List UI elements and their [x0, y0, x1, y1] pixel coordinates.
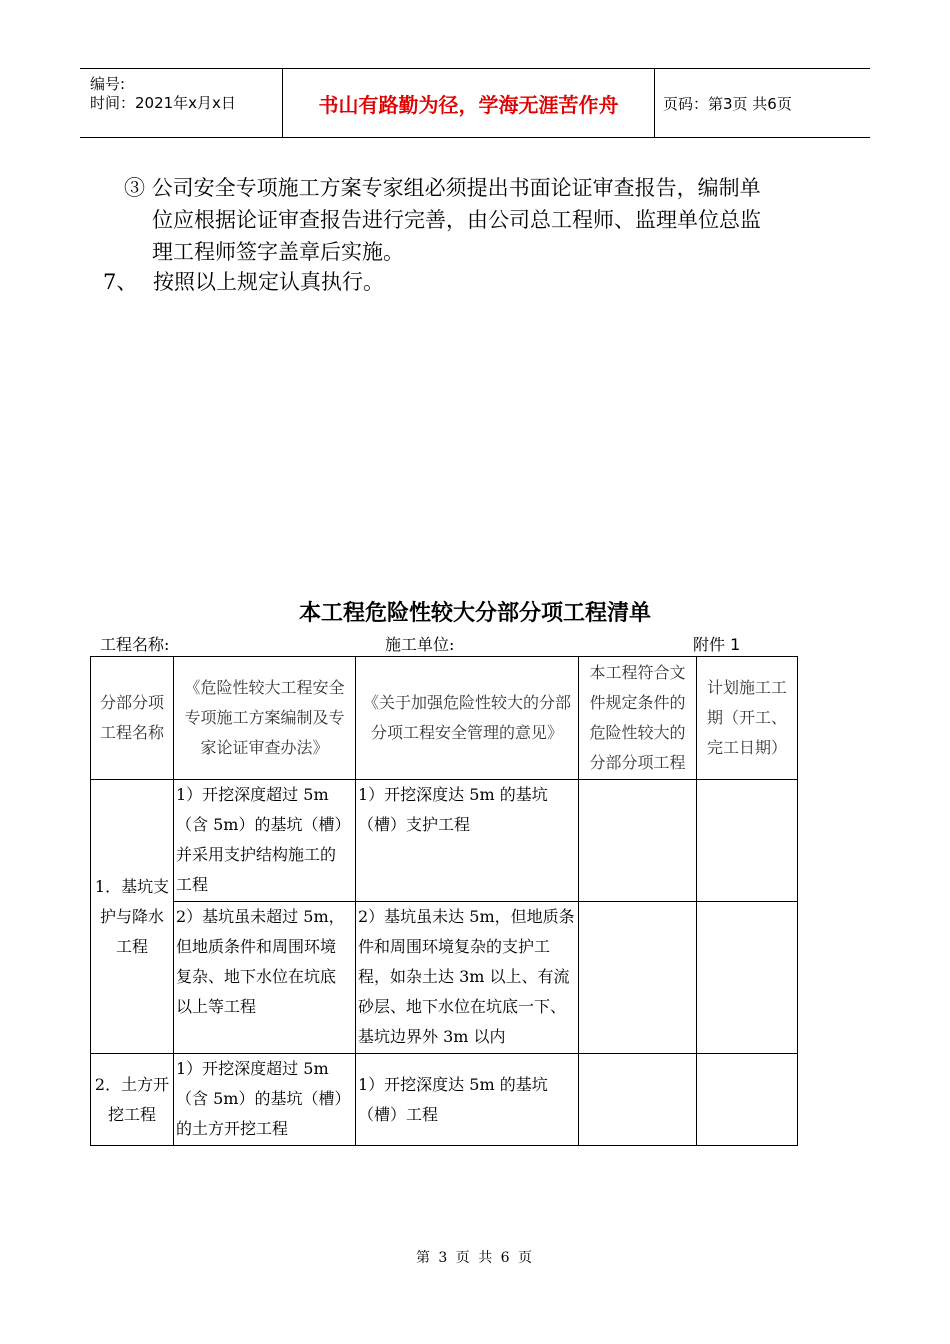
measures-cell: 1）开挖深度超过 5m （含 5m）的基坑（槽） 并采用支护结构施工的 工程 — [174, 780, 356, 902]
item-3-paragraph — [124, 172, 864, 268]
schedule-cell — [697, 780, 798, 902]
opinion-cell: 2）基坑虽未达 5m，但地质条 件和周围环境复杂的支护工 程，如杂土达 3m 以上、有流 砂层、地下水位在坑底一下、 基坑边界外 3m 以内 — [356, 902, 579, 1054]
header-motto: 书山有路勤为径，学海无涯苦作舟 — [318, 92, 619, 117]
schedule-cell — [697, 1054, 798, 1146]
header-cell: 《危险性较大工程安全 专项施工方案编制及专 家论证审查办法》 — [174, 657, 356, 780]
project-name-label: 工程名称: — [100, 635, 170, 654]
applicable-cell — [579, 902, 697, 1054]
construction-unit-label: 施工单位: — [385, 635, 455, 654]
table-header-row — [91, 657, 798, 780]
attachment-label: 附件 1 — [693, 635, 741, 654]
header-page-info: 页码：第3页 共6页 — [663, 95, 792, 113]
item-number: 7、 — [103, 270, 138, 294]
serial-number-label: 编号: — [90, 75, 126, 93]
paragraph-line: 理工程师签字盖章后实施。 — [152, 240, 404, 264]
header-divider — [654, 69, 655, 137]
page-footer: 第 3 页 共 6 页 — [415, 1250, 535, 1266]
measures-cell: 2）基坑虽未超过 5m， 但地质条件和周围环境 复杂、地下水位在坑底 以上等工程 — [174, 902, 356, 1054]
header-cell: 分部分项 工程名称 — [91, 657, 174, 780]
table-title: 本工程危险性较大分部分项工程清单 — [298, 601, 651, 626]
opinion-cell: 1）开挖深度达 5m 的基坑 （槽）支护工程 — [356, 780, 579, 902]
table-row — [91, 902, 798, 1054]
category-cell: 2．土方开 挖工程 — [91, 1054, 174, 1146]
applicable-cell — [579, 780, 697, 902]
hazard-project-table — [90, 656, 798, 1146]
time-label: 时间：2021年x月x日 — [90, 94, 236, 112]
header-cell: 本工程符合文 件规定条件的 危险性较大的 分部分项工程 — [579, 657, 697, 780]
item-7-paragraph — [103, 266, 384, 298]
header-cell: 计划施工工 期（开工、 完工日期） — [697, 657, 798, 780]
table-row — [91, 780, 798, 902]
header-cell: 《关于加强危险性较大的分部 分项工程安全管理的意见》 — [356, 657, 579, 780]
document-header — [80, 68, 870, 138]
applicable-cell — [579, 1054, 697, 1146]
paragraph-line: ③ 公司安全专项施工方案专家组必须提出书面论证审查报告，编制单 — [124, 176, 761, 200]
header-meta — [80, 69, 281, 137]
table-row — [91, 1054, 798, 1146]
paragraph-line: 位应根据论证审查报告进行完善，由公司总工程师、监理单位总监 — [152, 208, 761, 232]
opinion-cell: 1）开挖深度达 5m 的基坑 （槽）工程 — [356, 1054, 579, 1146]
category-cell: 1．基坑支 护与降水 工程 — [91, 780, 174, 1054]
measures-cell: 1）开挖深度超过 5m （含 5m）的基坑（槽） 的土方开挖工程 — [174, 1054, 356, 1146]
schedule-cell — [697, 902, 798, 1054]
item-text: 按照以上规定认真执行。 — [153, 270, 384, 294]
